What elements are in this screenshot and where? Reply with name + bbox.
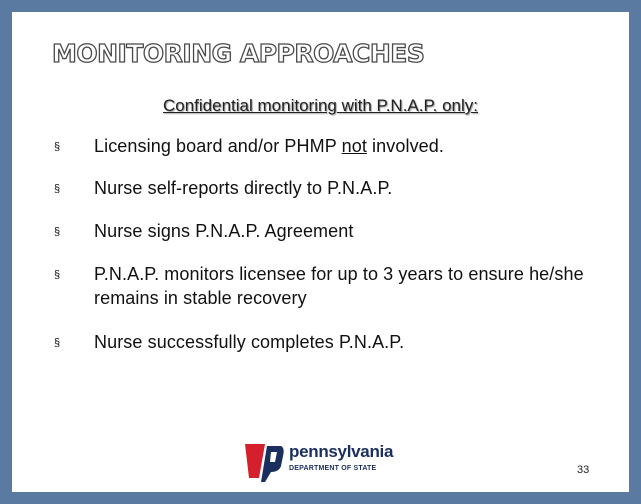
slide-title: MONITORING APPROACHES — [52, 39, 425, 68]
bullet-text-before: Licensing board and/or PHMP — [94, 136, 342, 156]
bullet-item — [54, 219, 594, 245]
bullet-marker: § — [54, 141, 61, 153]
keystone-icon — [241, 440, 285, 484]
bullet-marker: § — [54, 226, 61, 238]
bullet-marker: § — [54, 183, 61, 195]
bullet-text: P.N.A.P. monitors licensee for up to 3 years to ensure he/she remains in stable recovery — [94, 264, 584, 308]
bullet-text: Nurse signs P.N.A.P. Agreement — [94, 221, 354, 241]
bullet-text-emphasis: not — [341, 136, 367, 156]
bullet-text: Nurse self-reports directly to P.N.A.P. — [94, 178, 393, 198]
bullet-marker: § — [54, 269, 61, 281]
page-number: 33 — [577, 464, 590, 476]
logo-department: DEPARTMENT OF STATE — [289, 465, 377, 472]
logo-name: pennsylvania — [289, 442, 394, 461]
bullet-text — [94, 134, 444, 160]
bullet-item — [54, 176, 594, 202]
bullet-text: Nurse successfully completes P.N.A.P. — [94, 332, 405, 352]
slide — [12, 12, 629, 492]
bullet-text-after: involved. — [366, 136, 444, 156]
bullet-item — [54, 330, 594, 356]
slide-subtitle: Confidential monitoring with P.N.A.P. only: — [163, 96, 478, 115]
pennsylvania-logo — [241, 440, 394, 484]
bullet-marker: § — [54, 337, 61, 349]
bullet-item — [54, 262, 594, 310]
bullet-item — [54, 134, 594, 160]
